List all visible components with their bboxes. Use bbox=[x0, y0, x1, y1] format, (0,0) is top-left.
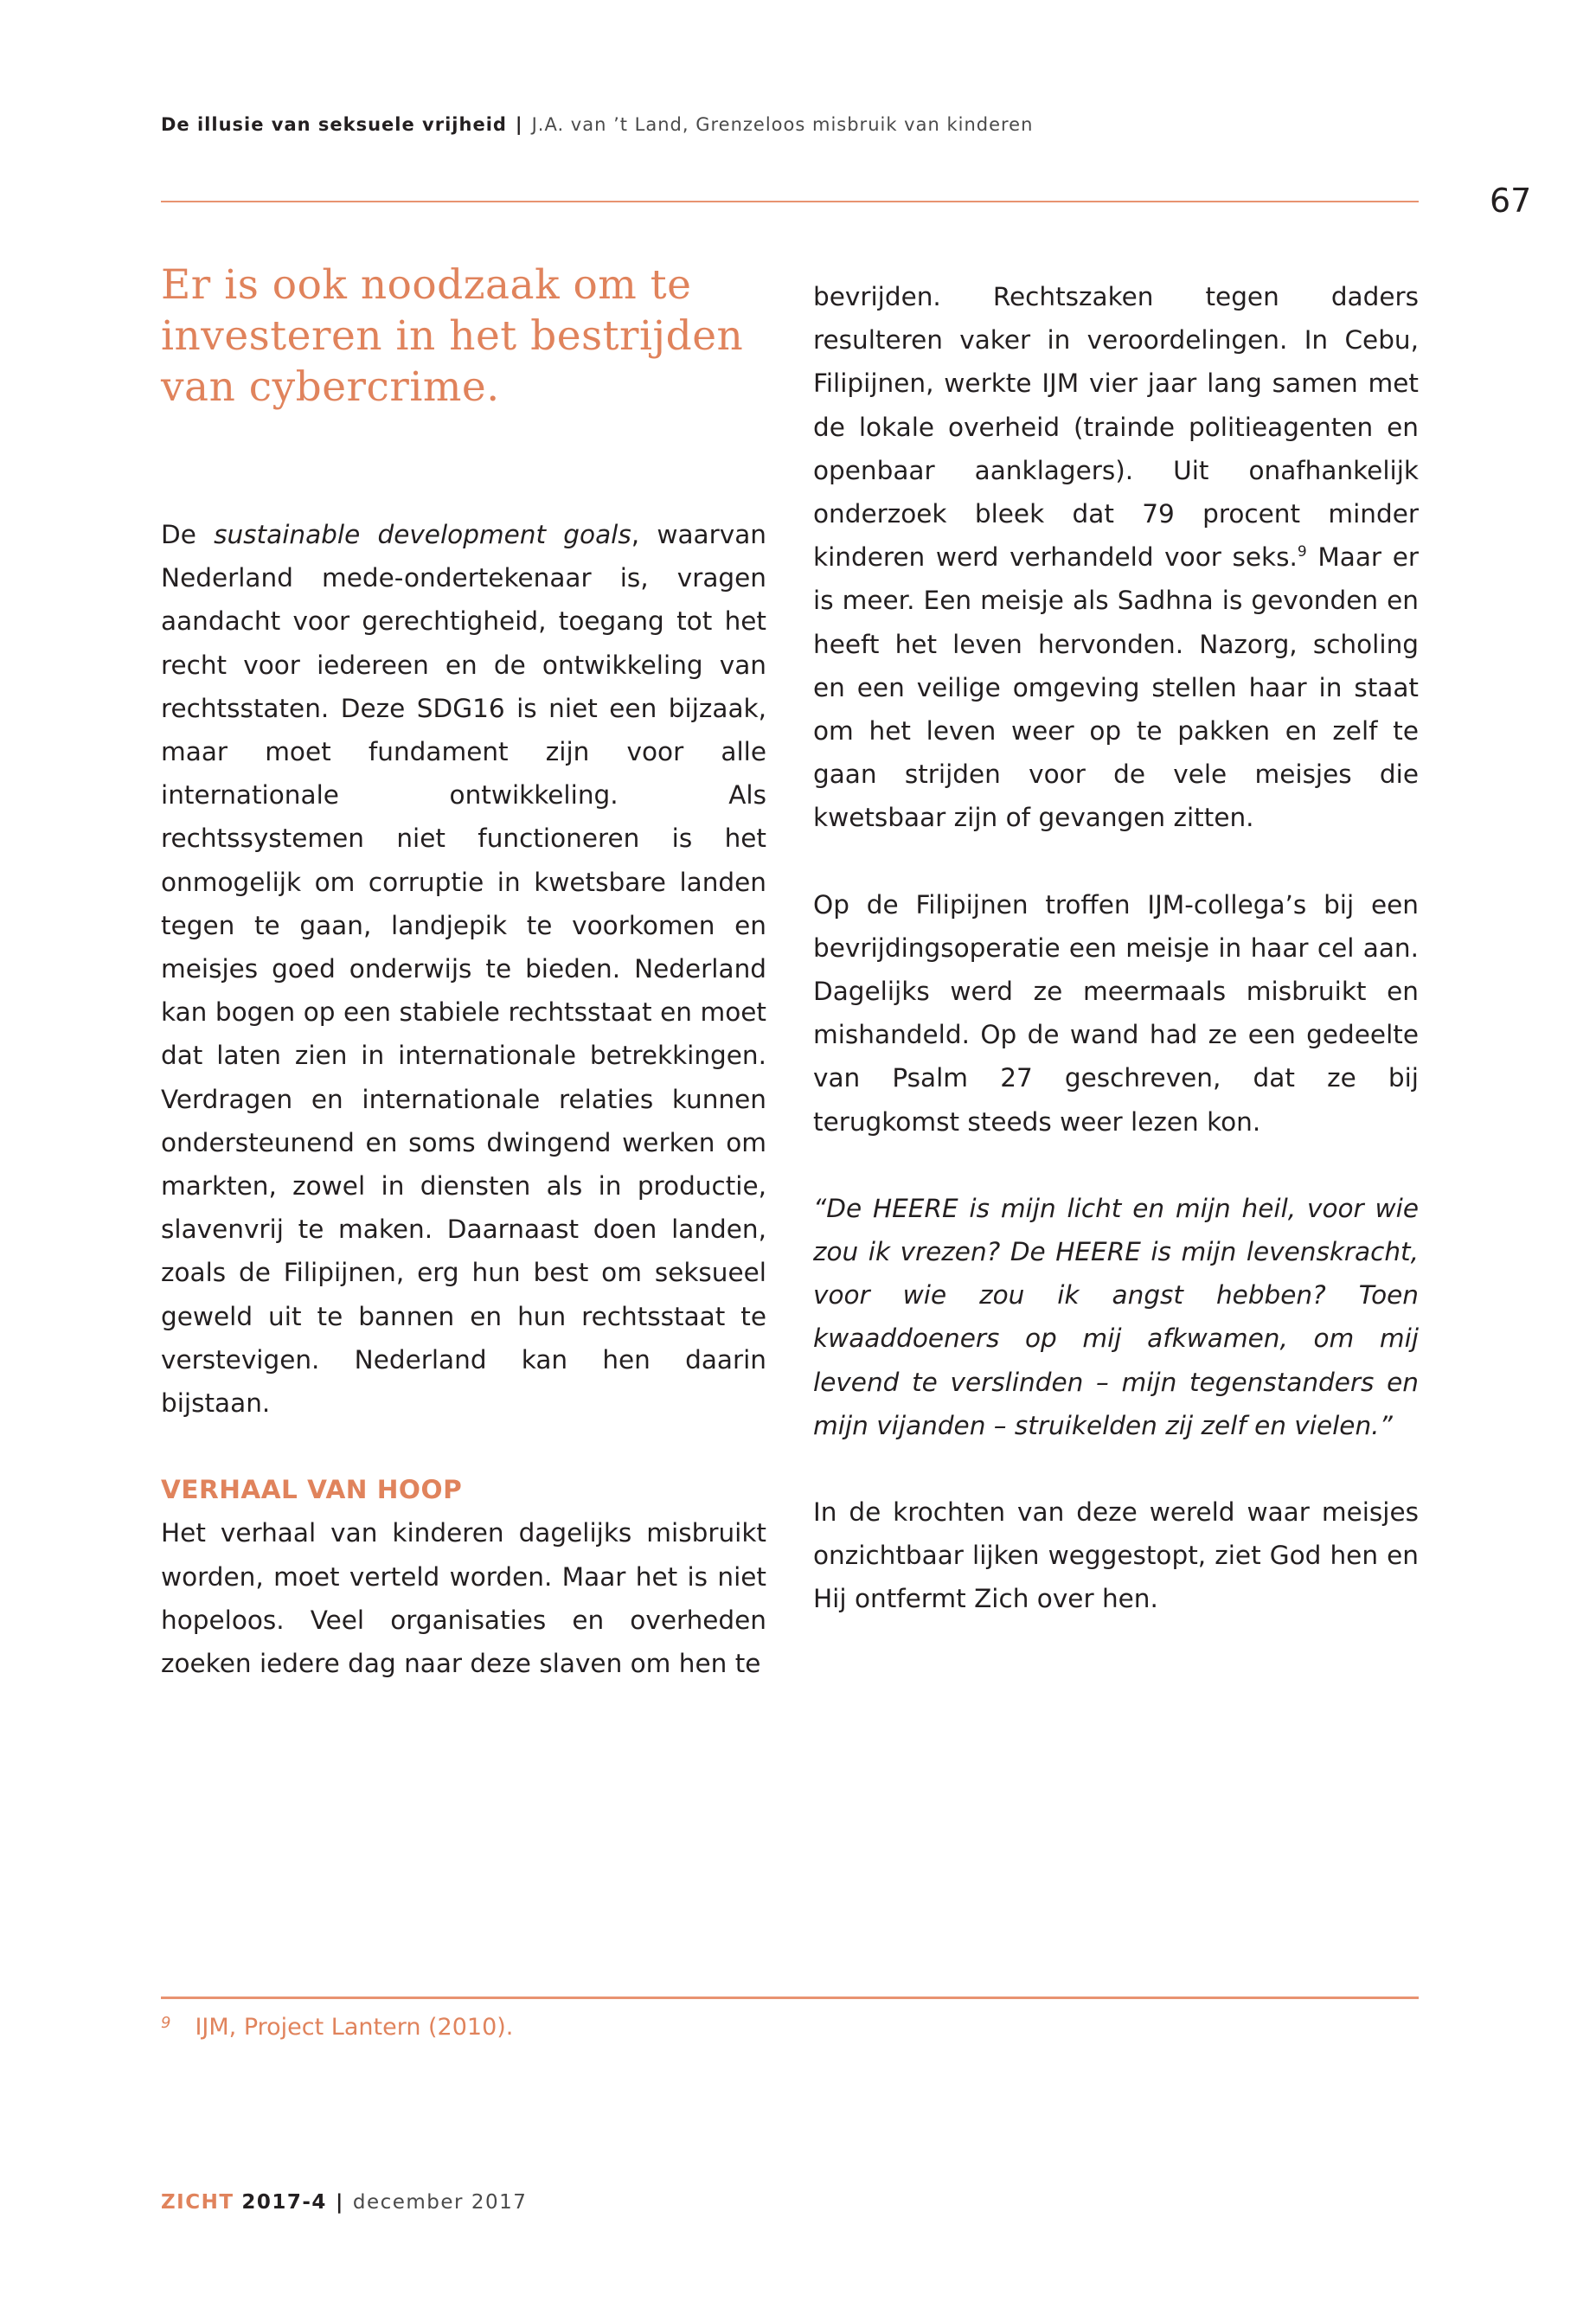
footnote-rule bbox=[161, 1997, 1419, 1999]
pull-quote: Er is ook noodzaak om te investeren in het bestrijden van cybercrime. bbox=[161, 261, 744, 411]
footnote-ref[interactable]: 9 bbox=[1297, 543, 1307, 561]
header-rule bbox=[161, 201, 1419, 202]
psalm-quote: “De HEERE is mijn licht en mijn heil, voor wie zou ik vrezen? De HEERE is mijn levenskracht, voor wie zou ik angst hebben? Toen kwaaddoeners op mij afkwamen, om mij levend te verslinden – mijn tegenstanders en mijn vijanden – struikelden zij zelf en vielen.” bbox=[813, 1193, 1419, 1440]
footnote-text: IJM, Project Lantern (2010). bbox=[195, 2014, 514, 2041]
body-paragraph-closing: In de krochten van deze wereld waar meisjes onzichtbaar lijken weggestopt, ziet God hen en Hij ontfermt Zich over hen. bbox=[813, 1497, 1419, 1614]
emphasis-sdg: sustainable development goals bbox=[214, 520, 631, 549]
body-paragraph-sdg: De sustainable development goals, waarvan Nederland mede-ondertekenaar is, vragen aandacht voor gerechtigheid, toegang tot het recht voor iedereen en de ontwikkeling van rechtsstaten. Deze SDG16 is niet een bijzaak, maar moet fundament zijn voor alle internationale ontwikkeling. Als rechtssystemen niet functioneren is het onmogelijk om corruptie in kwetsbare landen tegen te gaan, landjepik te voorkomen en meisjes goed onderwijs te bieden. Nederland kan bogen op een stabiele rechtsstaat en moet dat laten zien in internationale betrekkingen. Verdragen en internationale relaties kunnen ondersteunend en soms dwingend werken om markten, zowel in diensten als in productie, slavenvrij te maken. Daarnaast doen landen, zoals de Filipijnen, erg hun best om seksueel geweld uit te bannen en hun rechtsstaat te verstevigen. Nederland kan hen daarin bijstaan. bbox=[161, 520, 766, 1419]
right-column bbox=[813, 275, 1419, 1621]
footnote bbox=[161, 2014, 513, 2041]
footer-brand: ZICHT bbox=[161, 2191, 234, 2214]
body-paragraph-filipijnen: Op de Filipijnen troffen IJM-collega’s bij een bevrijdingsoperatie een meisje in haar cel aan. Dagelijks werd ze meermaals misbruikt en mishandeld. Op de wand had ze een gedeelte van Psalm 27 geschreven, dat ze bij terugkomst steeds weer lezen kon. bbox=[813, 889, 1419, 1137]
footer-separator: | bbox=[335, 2191, 344, 2214]
header-separator: | bbox=[515, 114, 523, 135]
header-title: De illusie van seksuele vrijheid bbox=[161, 114, 507, 135]
footer-issue: 2017-4 bbox=[241, 2191, 327, 2214]
header-subtitle: J.A. van ’t Land, Grenzeloos misbruik van kinderen bbox=[531, 114, 1034, 135]
page-number: 67 bbox=[1490, 182, 1532, 220]
body-paragraph-cebu: bevrijden. Rechtszaken tegen daders resulteren vaker in veroordelingen. In Cebu, Filipijnen, werkte IJM vier jaar lang samen met de lokale overheid (trainde politieagenten en openbaar aanklagers). Uit onafhankelijk onderzoek bleek dat 79 procent minder kinderen werd verhandeld voor seks.$^9$ Maar er is meer. Een meisje als Sadhna is gevonden en heeft het leven hervonden. Nazorg, scholing en een veilige omgeving stellen haar in staat om het leven weer op te pakken en zelf te gaan strijden voor de vele meisjes die kwetsbaar zijn of gevangen zitten. bbox=[813, 282, 1419, 833]
running-footer bbox=[161, 2191, 527, 2214]
footnote-number: 9 bbox=[161, 2014, 171, 2032]
running-header bbox=[161, 114, 1033, 135]
body-paragraph-hope: Het verhaal van kinderen dagelijks misbruikt worden, moet verteld worden. Maar het is niet hopeloos. Veel organisaties en overheden zoeken iedere dag naar deze slaven om hen te bbox=[161, 1518, 766, 1679]
section-subhead: VERHAAL VAN HOOP bbox=[161, 1475, 463, 1505]
footer-date: december 2017 bbox=[352, 2191, 528, 2214]
left-column bbox=[161, 260, 766, 1685]
